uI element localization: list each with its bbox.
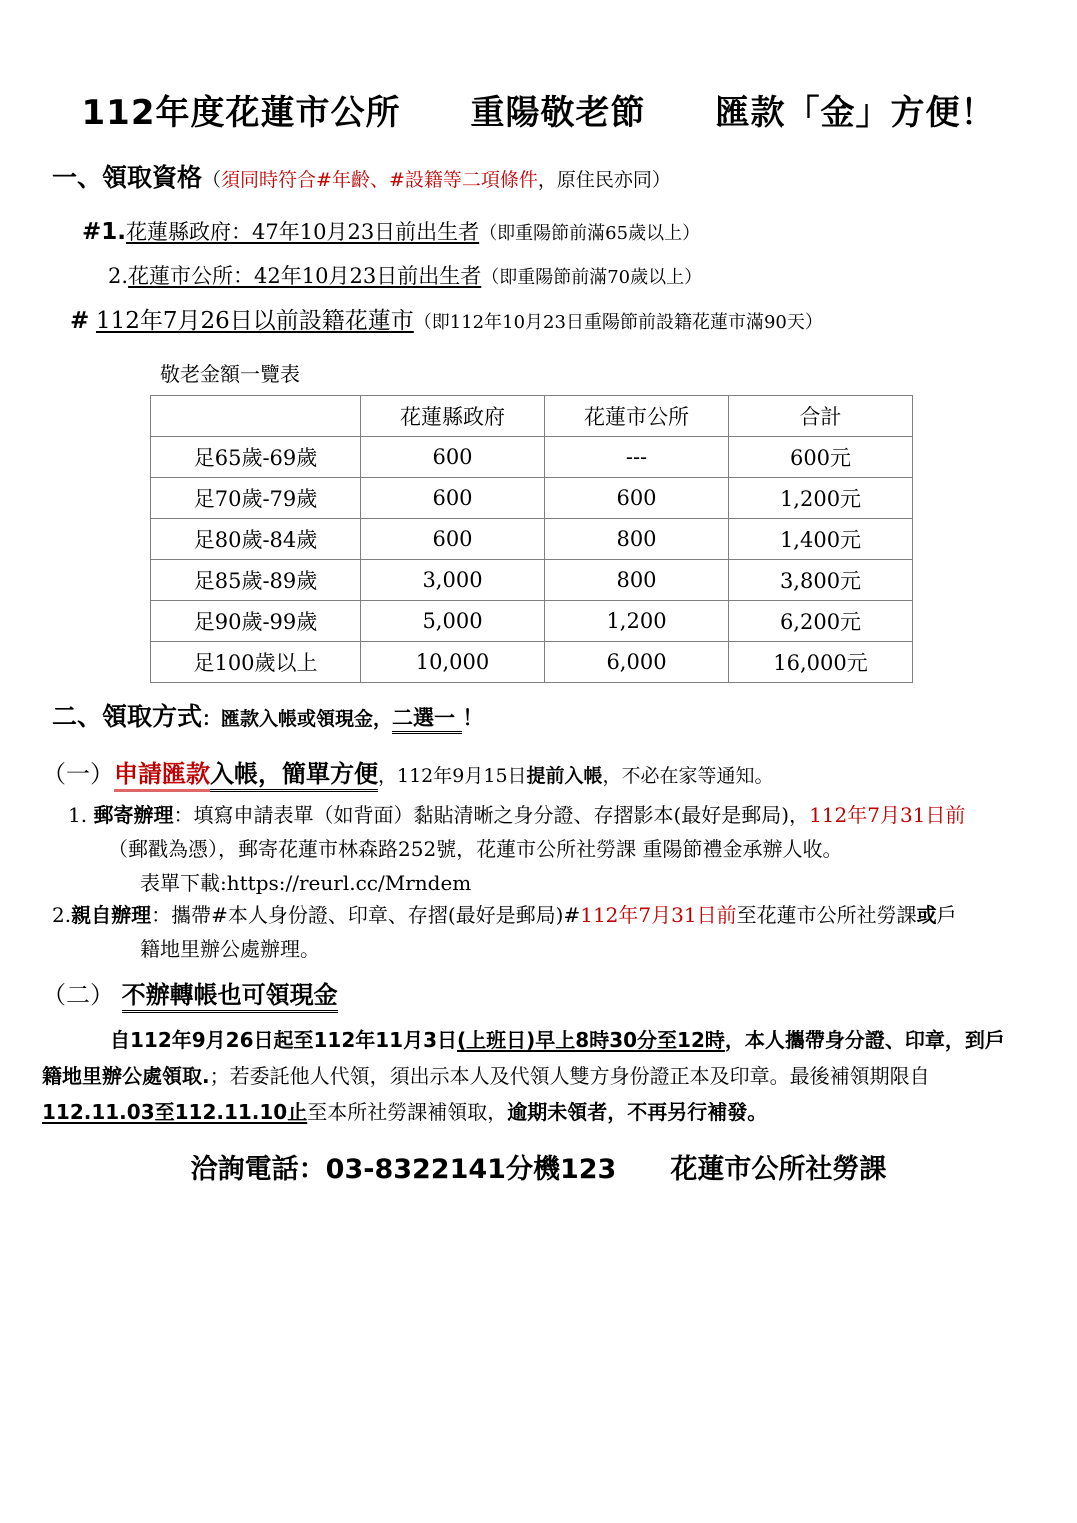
method-cash-heading (0, 980, 1077, 1011)
table-cell-county: 3,000 (361, 560, 545, 601)
table-header-cell: 合計 (729, 396, 913, 437)
form-download-url[interactable]: https://reurl.cc/Mrndem (226, 871, 472, 896)
qualification-marker: #1. (82, 219, 127, 245)
mail-application-text: ：填寫申請表單（如背面）黏貼清晰之身分證、存摺影本(最好是郵局)， (173, 803, 810, 828)
table-header-cell (151, 396, 361, 437)
table-cell-city: 800 (545, 519, 729, 560)
table-cell-city: 6,000 (545, 642, 729, 683)
inperson-application-text-c: 戶 (936, 903, 957, 928)
section-heading-collection-method (0, 697, 1077, 733)
table-cell-age: 足100歲以上 (151, 642, 361, 683)
section-title: 領取資格 (102, 163, 203, 192)
table-cell-county: 600 (361, 437, 545, 478)
inperson-application-line-2 (0, 936, 1077, 962)
table-cell-total: 16,000元 (729, 642, 913, 683)
table-cell-total: 6,200元 (729, 601, 913, 642)
qualification-note-red: 須同時符合#年齡、#設籍等二項條件 (221, 169, 538, 191)
table-cell-total: 600元 (729, 437, 913, 478)
contact-line: 洽詢電話：03-8322141分機123 花蓮市公所社勞課 (190, 1154, 887, 1186)
table-cell-city: --- (545, 437, 729, 478)
table-cell-age: 足65歲-69歲 (151, 437, 361, 478)
section-number: 一、 (52, 163, 103, 192)
cash-collection-para-3 (0, 1099, 1077, 1125)
cash-collection-para-1 (0, 1027, 1077, 1053)
cash-hours-text: (上班日)早上8時30分至12時 (457, 1028, 725, 1053)
table-caption: 敬老金額一覽表 (160, 362, 300, 386)
mail-application-title: 郵寄辦理 (93, 803, 174, 828)
method-cash-title: 不辦轉帳也可領現金 (122, 981, 338, 1013)
inperson-application-line (0, 902, 1077, 928)
section-number: 二、 (52, 702, 103, 731)
qualification-text: 花蓮縣政府：47年10月23日前出生者 (126, 220, 480, 244)
cash-collection-para-2 (0, 1063, 1077, 1089)
method-transfer-heading (0, 759, 1077, 790)
qualification-text: 花蓮市公所：42年10月23日前出生者 (128, 263, 482, 288)
page-title: 112年度花蓮市公所 重陽敬老節 匯款「金」方便！ (81, 93, 996, 133)
apply-transfer-highlight: 申請匯款 (114, 760, 210, 792)
qualification-note: （即112年10月23日重陽節前設籍花蓮市滿90天） (413, 312, 823, 334)
form-download-line (0, 870, 1077, 896)
paren-open: （ (202, 169, 222, 191)
cash-location-text: 籍地里辦公處領取. (42, 1064, 210, 1089)
form-download-label: 表單下載: (140, 871, 227, 896)
method-transfer-note-bold: 提前入帳 (526, 765, 603, 787)
table-cell-age: 足85歲-89歲 (151, 560, 361, 601)
method-transfer-title: 入帳，簡單方便 (210, 760, 378, 792)
mail-deadline-date: 112年7月31日前 (809, 803, 966, 828)
inperson-application-text-b: 至花蓮市公所社勞課 (736, 903, 917, 928)
final-claim-text: 至本所社勞課補領取， (307, 1100, 508, 1125)
table-cell-age: 足90歲-99歲 (151, 601, 361, 642)
table-row (151, 437, 913, 478)
table-cell-county: 10,000 (361, 642, 545, 683)
inperson-application-text-2: 籍地里辦公處辦理。 (140, 937, 320, 962)
table-header-cell: 花蓮縣政府 (361, 396, 545, 437)
benefit-amount-table (150, 395, 913, 683)
inperson-application-title: 親自辦理 (71, 903, 152, 928)
collection-method-subtitle: ：匯款入帳或領現金， (202, 708, 393, 730)
table-row (151, 601, 913, 642)
exclaim-mark: ！ (462, 706, 484, 730)
final-claim-dates: 112.11.03至112.11.10止 (42, 1100, 308, 1125)
table-row (151, 642, 913, 683)
table-cell-total: 1,400元 (729, 519, 913, 560)
method-label: （一） (42, 760, 114, 788)
qualification-item (0, 218, 1077, 247)
qualification-marker: 2. (108, 263, 129, 288)
qualification-note: （即重陽節前滿65歲以上） (479, 223, 701, 244)
inperson-or-word: 或 (916, 903, 937, 928)
qualification-item (0, 263, 1077, 290)
table-cell-county: 600 (361, 519, 545, 560)
table-cell-total: 3,800元 (729, 560, 913, 601)
section-heading-qualification (0, 158, 1077, 194)
method-transfer-note-2: ，不必在家等通知。 (602, 765, 774, 787)
qualification-text: 112年7月26日以前設籍花蓮市 (95, 308, 414, 335)
cash-bring-text: ，本人攜帶身分證、印章，到戶 (724, 1028, 1005, 1053)
item-number: 1. (68, 803, 88, 828)
mail-application-text-2: （郵戳為憑），郵寄花蓮市林森路252號，花蓮市公所社勞課 重陽節禮金承辦人收。 (108, 837, 843, 862)
table-row (151, 478, 913, 519)
qualification-marker: # (70, 308, 90, 335)
method-label: （二） (42, 981, 114, 1010)
table-cell-county: 600 (361, 478, 545, 519)
table-cell-total: 1,200元 (729, 478, 913, 519)
table-header-row (151, 396, 913, 437)
table-cell-age: 足80歲-84歲 (151, 519, 361, 560)
table-header-cell: 花蓮市公所 (545, 396, 729, 437)
inperson-deadline-date: 112年7月31日前 (580, 903, 737, 928)
table-cell-county: 5,000 (361, 601, 545, 642)
cash-proxy-text: ；若委託他人代領，須出示本人及代領人雙方身份證正本及印章。最後補領期限自 (209, 1064, 930, 1089)
qualification-item (0, 307, 1077, 336)
qualification-note: （即重陽節前滿70歲以上） (481, 266, 703, 288)
table-cell-age: 足70歲-79歲 (151, 478, 361, 519)
table-cell-city: 600 (545, 478, 729, 519)
section-title: 領取方式 (102, 702, 203, 731)
cash-period-text: 自112年9月26日起至112年11月3日 (110, 1028, 457, 1053)
mail-application-line-2 (0, 836, 1077, 862)
method-transfer-note-1: ，112年9月15日 (378, 765, 527, 787)
mail-application-line (0, 802, 1077, 828)
table-cell-city: 1,200 (545, 601, 729, 642)
choose-one-text: 二選一 (392, 706, 462, 734)
table-row (151, 560, 913, 601)
table-row (151, 519, 913, 560)
table-cell-city: 800 (545, 560, 729, 601)
final-claim-warning: 逾期未領者，不再另行補發。 (507, 1100, 768, 1125)
item-number: 2. (52, 903, 72, 928)
qualification-note-black: ，原住民亦同） (537, 169, 671, 191)
inperson-application-text: ：攜帶#本人身份證、印章、存摺(最好是郵局)# (151, 903, 581, 928)
